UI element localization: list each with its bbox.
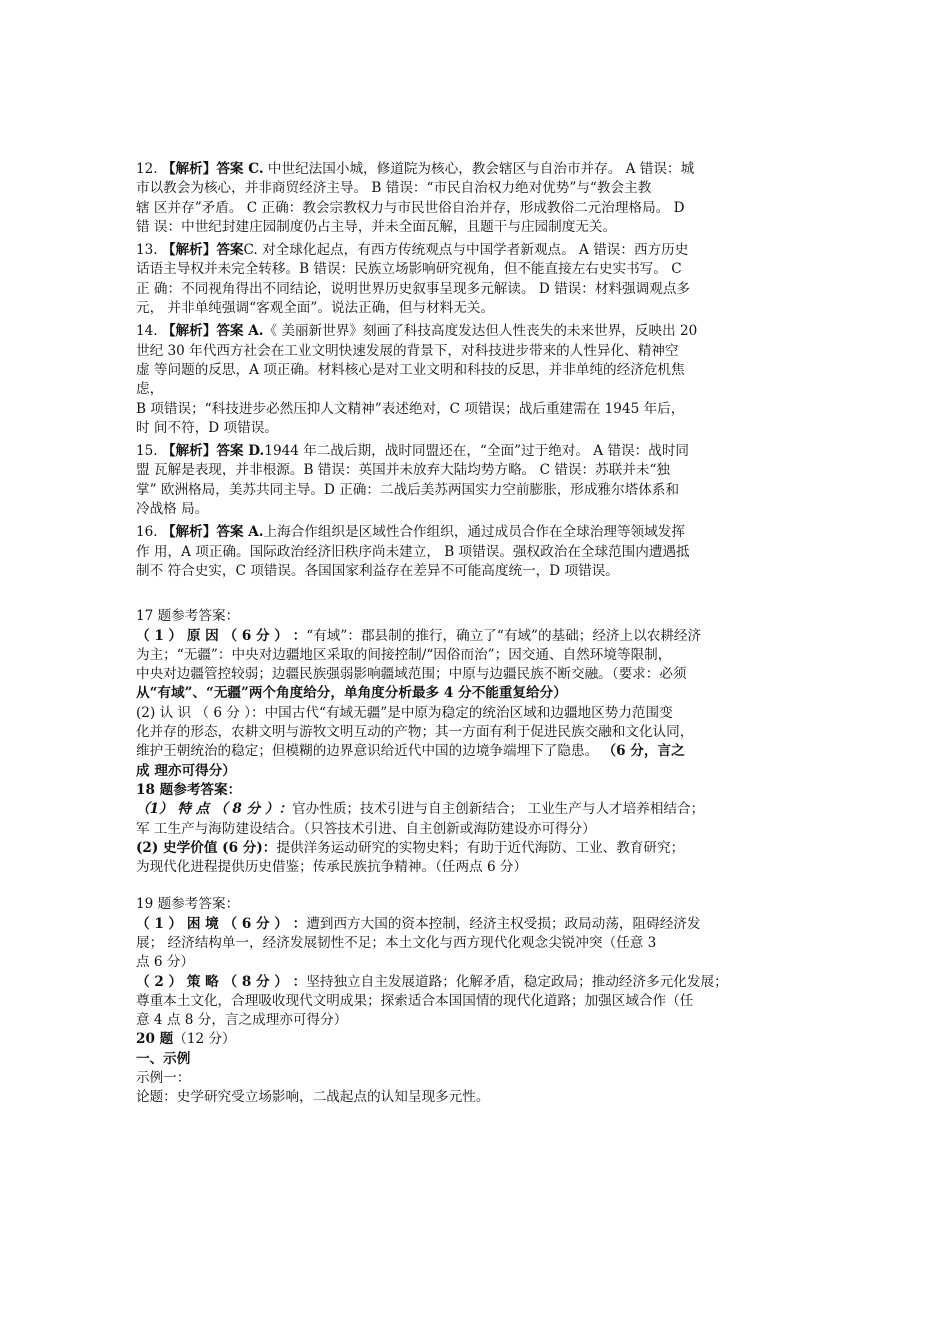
q18-part1-label: （1） 特 点 （ 8 分 ）： [136, 801, 293, 818]
q20-thesis: 论题：史学研究受立场影响，二战起点的认知呈现多元性。 [136, 1089, 490, 1106]
q12-number: 12. [136, 161, 158, 177]
q15-line: 掌” 欧洲格局，美苏共同主导。D 正确：二战后美苏两国实力空前膨胀，形成雅尔塔体系和 [136, 481, 680, 498]
answer-page [136, 160, 812, 1108]
q19-heading: 19 题参考答案： [136, 896, 240, 913]
q13-number: 13. [136, 242, 158, 259]
answer-q16 [136, 523, 812, 581]
answer-q17 [136, 607, 812, 781]
q12-line: 辖 区并存”矛盾。 C 正确：教会宗教权力与市民世俗自治并存，形成教俗二元治理格局。 D [136, 199, 685, 216]
q17-line: 维护王朝统治的稳定；但模糊的边界意识给近代中国的边境争端埋下了隐患。 [136, 743, 599, 760]
q20-section-title: 一、示例 [136, 1050, 191, 1067]
q12-line: 市以教会为核心，并非商贸经济主导。 B 错误：“市民自治权力绝对优势”与“教会主教 [136, 180, 652, 197]
q17-line: 中国古代“有域无疆”是中原为稳定的统治区域和边疆地区势力范围变 [264, 704, 673, 721]
q19-line: 尊重本土文化，合理吸收现代文明成果；探索适合本国国情的现代化道路；加强区域合作（任 [136, 992, 694, 1009]
q14-line: 世纪 30 年代西方社会在工业文明快速发展的背景下，对科技进步带来的人性异化、精神空 [136, 342, 679, 359]
q17-line: 为主；“无疆”：中央对边疆地区采取的间接控制/“因俗而治”；因交通、自然环境等限制， [136, 646, 672, 663]
q17-heading: 17 题参考答案： [136, 608, 240, 625]
q15-line: 盟 瓦解是表现，并非根源。B 错误：英国并未放弃大陆均势方略。 C 错误：苏联并未“独 [136, 462, 670, 479]
q19-line: 遭到西方大国的资本控制，经济主权受损；政局动荡，阻碍经济发 [306, 915, 701, 932]
answer-q12 [136, 160, 812, 237]
q18-line: 军 工生产与海防建设结合。（只答技术引进、自主创新或海防建设亦可得分） [136, 820, 596, 837]
q14-line: 虚 等问题的反思，A 项正确。材料核心是对工业文明和科技的反思，并非单纯的经济危机焦 [136, 361, 685, 378]
q18-line: 官办性质；技术引进与自主创新结合； 工业生产与人才培养相结合； [292, 801, 705, 818]
q18-line: 提供洋务运动研究的实物史料；有助于近代海防、工业、教育研究； [276, 839, 685, 856]
q17-line: 化并存的形态，农耕文明与游牧文明互动的产物；其一方面有利于促进民族交融和文化认同， [136, 724, 694, 741]
q17-line: 中央对边疆管控较弱；边疆民族强弱影响疆域范围；中原与边疆民族不断交融。（要求：必须 [136, 666, 687, 683]
answer-q18 [136, 781, 812, 877]
q19-part2-label: （ 2 ） 策 略 （ 8 分 ） ： [136, 973, 307, 990]
q13-line: C. 对全球化起点，有西方传统观点与中国学者新观点。 A 错误：西方历史 [243, 242, 689, 259]
q19-line: 点 6 分） [136, 954, 195, 971]
q12-line: 错 误：中世纪封建庄园制度仍占主导，并未全面瓦解，且题干与庄园制度无关。 [136, 218, 617, 235]
q13-tag: 【解析】答案 [161, 242, 244, 259]
q13-line: 元， 并非单纯强调“客观全面”。说法正确，但与材料无关。 [136, 300, 495, 317]
q14-line: 时 间不符，D 项错误。 [136, 419, 278, 436]
q20-heading: 20 题 [136, 1031, 174, 1048]
q14-line: 《 美丽新世界》刻画了科技高度发达但人性丧失的未来世界，反映出 20 [263, 323, 698, 340]
q17-scoring-note: （6 分，言之 [602, 743, 685, 760]
q19-line: 意 4 点 8 分，言之成理亦可得分） [136, 1012, 348, 1029]
q16-number: 16. [136, 524, 158, 541]
q18-part2-label: (2) 史学价值 (6 分)： [136, 839, 277, 856]
q15-line: 1944 年二战后期，战时同盟还在，“全面”过于绝对。 A 错误：战时同 [264, 443, 690, 460]
q12-line: 中世纪法国小城，修道院为核心，教会辖区与自治市并存。 A 错误：城 [267, 161, 695, 177]
q16-line: 作 用，A 项正确。国际政治经济旧秩序尚未建立， B 项错误。强权政治在全球范围内遭遇抵 [136, 543, 690, 560]
q12-tag: 【解析】答案 C. [161, 161, 264, 177]
q17-line: “有域”：郡县制的推行，确立了“有域”的基础；经济上以农耕经济 [306, 627, 702, 644]
q17-part1-label: （ 1 ） 原 因 （ 6 分 ） ： [136, 627, 307, 644]
answer-q15 [136, 442, 812, 519]
q15-line: 冷战格 局。 [136, 501, 209, 518]
q20-score: （12 分） [173, 1031, 236, 1048]
q15-number: 15. [136, 443, 158, 460]
q19-part1-label: （ 1 ） 困 境 （ 6 分 ） ： [136, 915, 307, 932]
q19-line: 展； 经济结构单一，经济发展韧性不足；本土文化与西方现代化观念尖锐冲突（任意 3 [136, 934, 657, 951]
answer-q14 [136, 322, 812, 438]
q14-tag: 【解析】答案 A. [161, 323, 264, 340]
q17-scoring-note: 从“有域”、“无疆”两个角度给分，单角度分析最多 4 分不能重复给分） [136, 685, 567, 702]
q17-part2-label: (2) 认 识 （ 6 分 ）： [136, 704, 265, 721]
q20-example-label: 示例一： [136, 1070, 191, 1087]
q16-line: 制不 符合史实，C 项错误。各国国家利益存在差异不可能高度统一，D 项错误。 [136, 562, 619, 579]
answer-q20 [136, 1030, 812, 1107]
q14-line: 虑， [136, 381, 164, 398]
q13-line: 话语主导权并未完全转移。B 错误：民族立场影响研究视角，但不能直接左右史实书写。 C [136, 261, 682, 278]
q19-line: 坚持独立自主发展道路；化解矛盾，稳定政局；推动经济多元化发展； [306, 973, 728, 990]
q13-line: 正 确：不同视角得出不同结论，说明世界历史叙事呈现多元解读。 D 错误：材料强调观点多 [136, 280, 691, 297]
q17-scoring-note: 成 理亦可得分） [136, 762, 236, 779]
q16-tag: 【解析】答案 A. [161, 524, 264, 541]
q14-number: 14. [136, 323, 158, 340]
answer-q13 [136, 241, 812, 318]
q16-line: 上海合作组织是区域性合作组织，通过成员合作在全球治理等领域发挥 [263, 524, 685, 541]
q14-line: B 项错误；“科技进步必然压抑人文精神”表述绝对，C 项错误；战后重建需在 1945 年后， [136, 400, 685, 417]
q18-line: 为现代化进程提供历史借鉴；传承民族抗争精神。（任两点 6 分） [136, 859, 528, 876]
answer-q19 [136, 895, 812, 1030]
q15-tag: 【解析】答案 D. [161, 443, 265, 460]
q18-heading: 18 题参考答案： [136, 781, 242, 798]
